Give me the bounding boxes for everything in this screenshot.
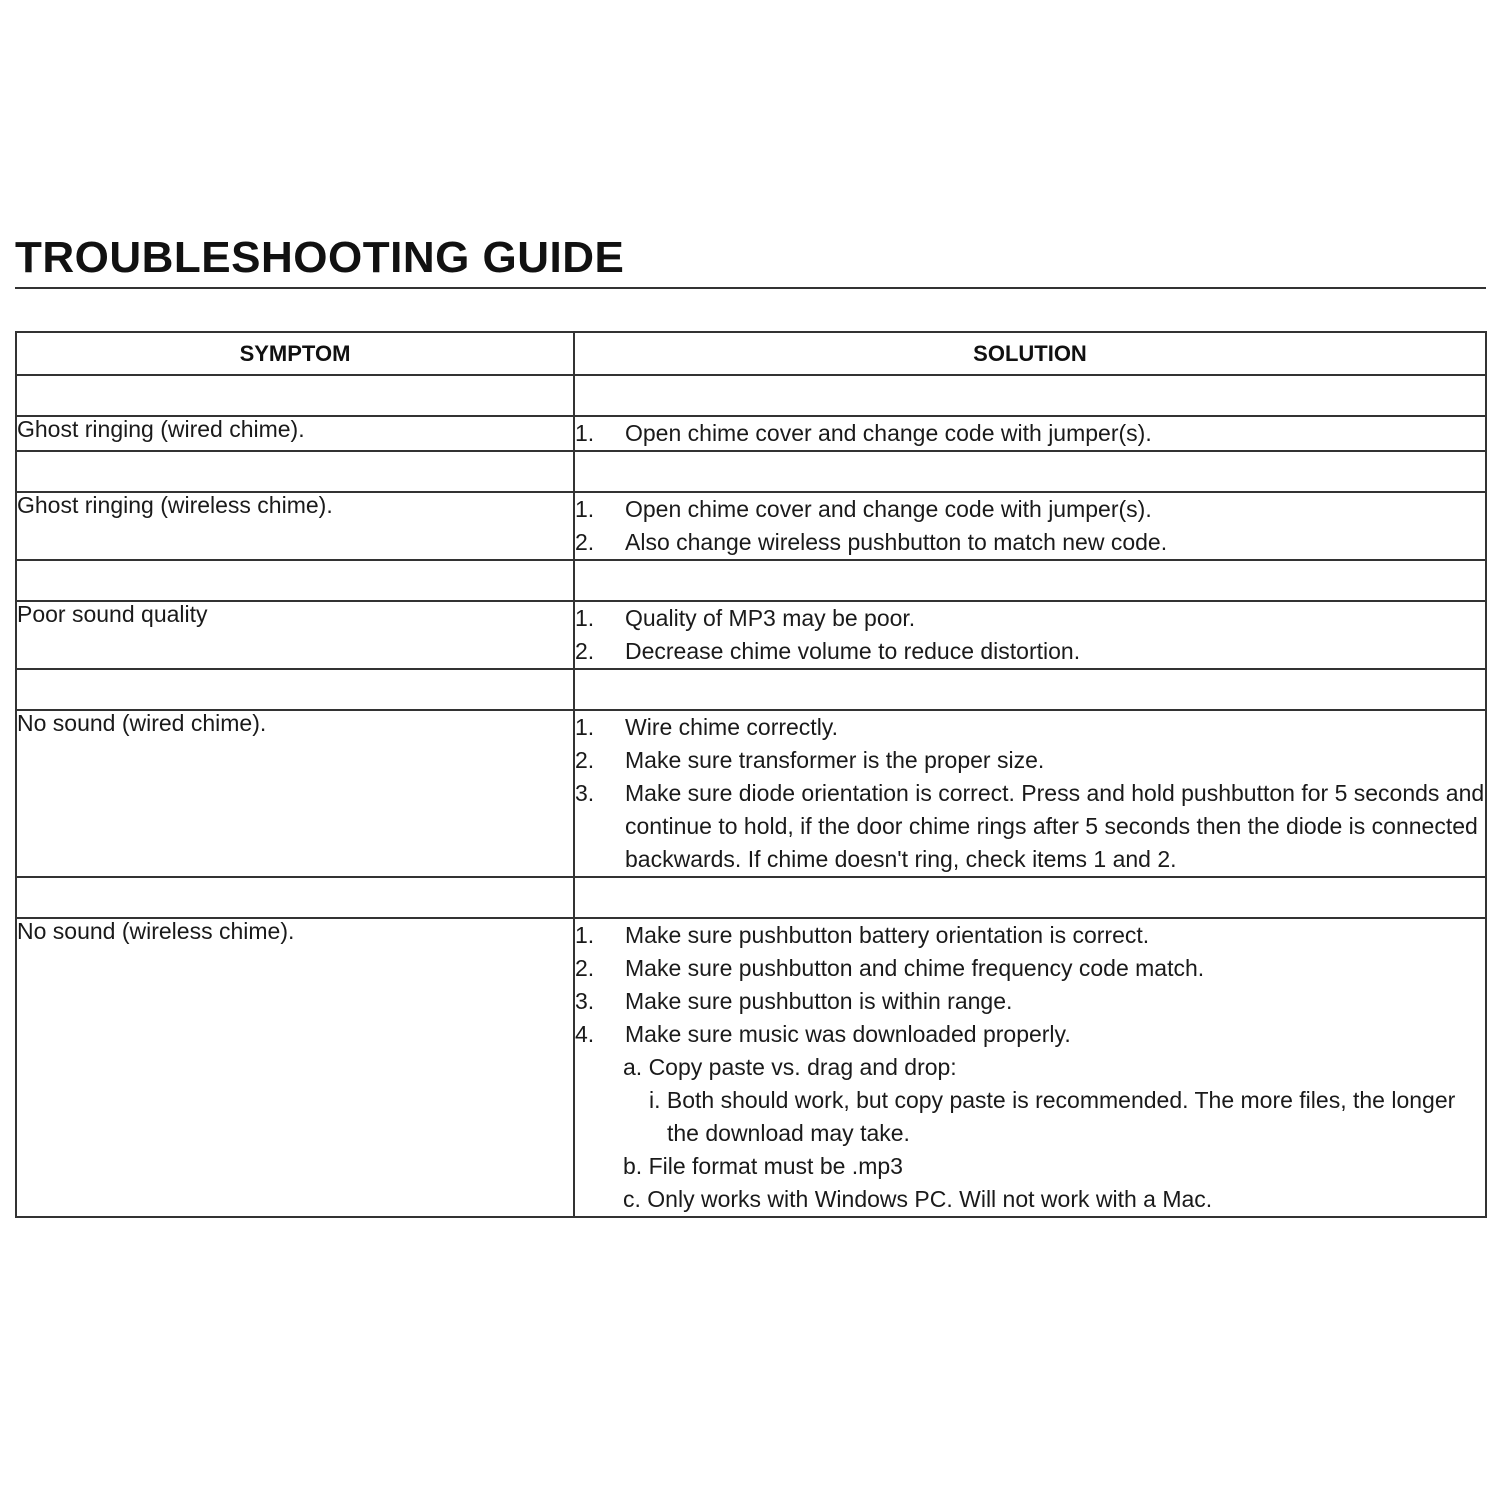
title-divider [15,287,1486,289]
solution-step [575,985,1485,1018]
step-number: 4. [575,1021,595,1047]
solution-column-header: SOLUTION [574,332,1486,375]
spacer-row [16,560,1486,601]
solution-step [575,919,1485,952]
spacer-row [16,877,1486,918]
symptom-cell: Ghost ringing (wireless chime). [16,492,574,560]
sub-step-a-i: i. Both should work, but copy paste is recommended. The more files, the longer the download may take. [649,1087,1456,1146]
table-row [16,492,1486,560]
solution-cell [574,918,1486,1217]
step-text: Wire chime correctly. [625,714,838,740]
table-row [16,918,1486,1217]
step-text: Make sure pushbutton battery orientation is correct. [625,922,1150,948]
step-text: Make sure music was downloaded properly. [625,1021,1071,1047]
solution-step [575,744,1485,777]
solution-step [575,417,1485,450]
step-number: 1. [575,496,595,522]
spacer-row [16,451,1486,492]
spacer-row [16,375,1486,416]
table-header-row [16,332,1486,375]
step-text: Decrease chime volume to reduce distortion. [625,638,1081,664]
solution-step [575,493,1485,526]
step-text: Quality of MP3 may be poor. [625,605,916,631]
symptom-cell: Poor sound quality [16,601,574,669]
solution-step [575,952,1485,985]
solution-steps [575,493,1485,559]
step-number: 3. [575,780,595,806]
page-title: TROUBLESHOOTING GUIDE [15,233,625,282]
solution-step [575,526,1485,559]
step-text: Open chime cover and change code with jumper(s). [625,496,1152,522]
step-number: 2. [575,529,595,555]
step-text: Make sure diode orientation is correct. Press and hold pushbutton for 5 seconds and continue to hold, if the door chime rings after 5 seconds then the diode is connected backwards. If chime doesn't ring, check items 1 and 2. [625,780,1485,872]
symptom-cell: No sound (wireless chime). [16,918,574,1217]
solution-step [575,1018,1485,1051]
step-number: 2. [575,955,595,981]
step-number: 3. [575,988,595,1014]
step-number: 1. [575,605,595,631]
symptom-column-header: SYMPTOM [16,332,574,375]
step-text: Make sure pushbutton is within range. [625,988,1013,1014]
sub-step-c: c. Only works with Windows PC. Will not work with a Mac. [623,1186,1213,1212]
table-row [16,601,1486,669]
solution-steps [575,417,1485,450]
solution-step [575,635,1485,668]
solution-cell [574,416,1486,451]
troubleshooting-table [15,331,1487,1218]
symptom-cell: No sound (wired chime). [16,710,574,877]
solution-cell [574,492,1486,560]
solution-steps [575,711,1485,876]
solution-cell [574,601,1486,669]
solution-step [575,711,1485,744]
step-text: Open chime cover and change code with jumper(s). [625,420,1152,446]
step-number: 1. [575,922,595,948]
step-text: Make sure transformer is the proper size. [625,747,1045,773]
step-number: 1. [575,714,595,740]
solution-step [575,602,1485,635]
table-row [16,710,1486,877]
step-text: Also change wireless pushbutton to match new code. [625,529,1168,555]
step-text: Make sure pushbutton and chime frequency code match. [625,955,1205,981]
spacer-row [16,669,1486,710]
sub-step-b: b. File format must be .mp3 [623,1153,903,1179]
step-number: 1. [575,420,595,446]
step-number: 2. [575,747,595,773]
solution-cell [574,710,1486,877]
step-number: 2. [575,638,595,664]
symptom-cell: Ghost ringing (wired chime). [16,416,574,451]
solution-steps [575,919,1485,1051]
table-row [16,416,1486,451]
solution-step [575,777,1485,876]
solution-steps [575,602,1485,668]
sub-step-a: a. Copy paste vs. drag and drop: [623,1054,957,1080]
